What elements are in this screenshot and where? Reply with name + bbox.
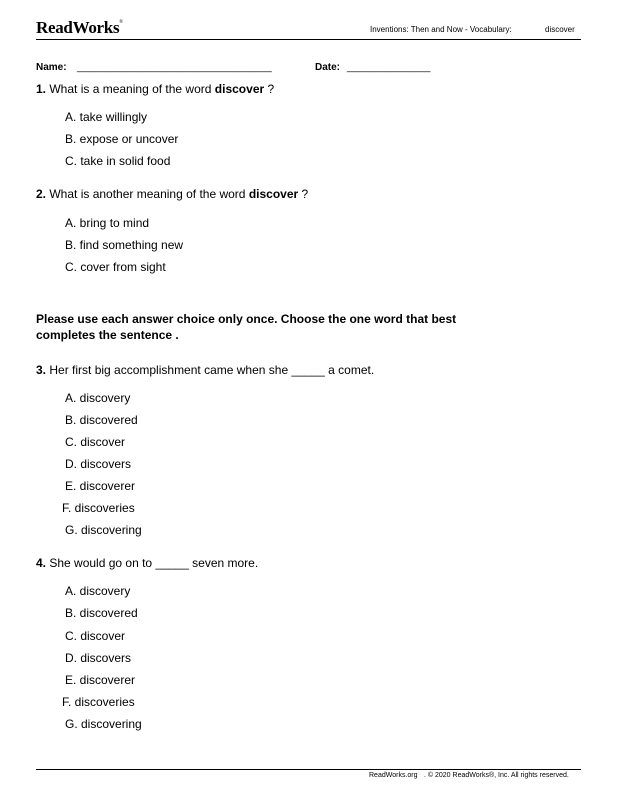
- question-end: ?: [298, 187, 309, 201]
- question-keyword: discover: [214, 82, 265, 96]
- question-number: 1.: [36, 82, 47, 96]
- q3-option-b[interactable]: B. discovered: [65, 413, 138, 427]
- question-1: [36, 82, 274, 96]
- q4-option-g[interactable]: G. discovering: [65, 717, 142, 731]
- instructions-line-1: Please use each answer choice only once. Choose the one word that best: [36, 312, 457, 326]
- q3-option-f[interactable]: F. discoveries: [62, 501, 135, 515]
- footer-copyright: . © 2020 ReadWorks®, Inc. All rights reserved.: [424, 772, 569, 779]
- q4-option-a[interactable]: A. discovery: [65, 584, 131, 598]
- q1-option-b[interactable]: B. expose or uncover: [65, 132, 179, 146]
- question-3: [36, 363, 374, 377]
- q4-option-e[interactable]: E. discoverer: [65, 673, 136, 687]
- q3-option-e[interactable]: E. discoverer: [65, 479, 136, 493]
- readworks-logo: ReadWorks®: [36, 18, 123, 37]
- q4-option-f[interactable]: F. discoveries: [62, 695, 135, 709]
- q3-option-g[interactable]: G. discovering: [65, 523, 142, 537]
- question-number: 3.: [36, 363, 47, 377]
- question-number: 2.: [36, 187, 47, 201]
- question-keyword: discover: [248, 187, 299, 201]
- header-topic: Inventions: Then and Now - Vocabulary:: [370, 25, 512, 34]
- header-word: discover: [545, 25, 575, 34]
- question-end: ?: [264, 82, 275, 96]
- name-field[interactable]: ___________________________________: [77, 62, 272, 73]
- question-text: Her first big accomplishment came when she _____ a comet.: [49, 363, 375, 377]
- date-field[interactable]: _______________: [347, 62, 431, 73]
- question-4: [36, 556, 258, 570]
- q3-option-d[interactable]: D. discovers: [65, 457, 132, 471]
- question-2: [36, 187, 308, 201]
- q2-option-b[interactable]: B. find something new: [65, 238, 184, 252]
- q4-option-b[interactable]: B. discovered: [65, 606, 138, 620]
- date-label: Date:: [315, 62, 341, 73]
- question-text: What is another meaning of the word: [49, 187, 246, 201]
- q3-option-c[interactable]: C. discover: [65, 435, 126, 449]
- q4-option-c[interactable]: C. discover: [65, 629, 126, 643]
- instructions-line-2: completes the sentence .: [36, 328, 179, 342]
- question-number: 4.: [36, 556, 47, 570]
- question-text: What is a meaning of the word: [49, 82, 212, 96]
- registered-mark: ®: [119, 20, 123, 25]
- q1-option-a[interactable]: A. take willingly: [65, 110, 148, 124]
- footer-rule: [36, 769, 581, 770]
- q3-option-a[interactable]: A. discovery: [65, 391, 131, 405]
- q1-option-c[interactable]: C. take in solid food: [65, 154, 171, 168]
- q4-option-d[interactable]: D. discovers: [65, 651, 132, 665]
- q2-option-c[interactable]: C. cover from sight: [65, 260, 166, 274]
- footer-site: ReadWorks.org: [369, 772, 418, 779]
- q2-option-a[interactable]: A. bring to mind: [65, 216, 150, 230]
- name-label: Name:: [36, 62, 67, 73]
- header-rule: [36, 39, 581, 40]
- question-text: She would go on to _____ seven more.: [49, 556, 259, 570]
